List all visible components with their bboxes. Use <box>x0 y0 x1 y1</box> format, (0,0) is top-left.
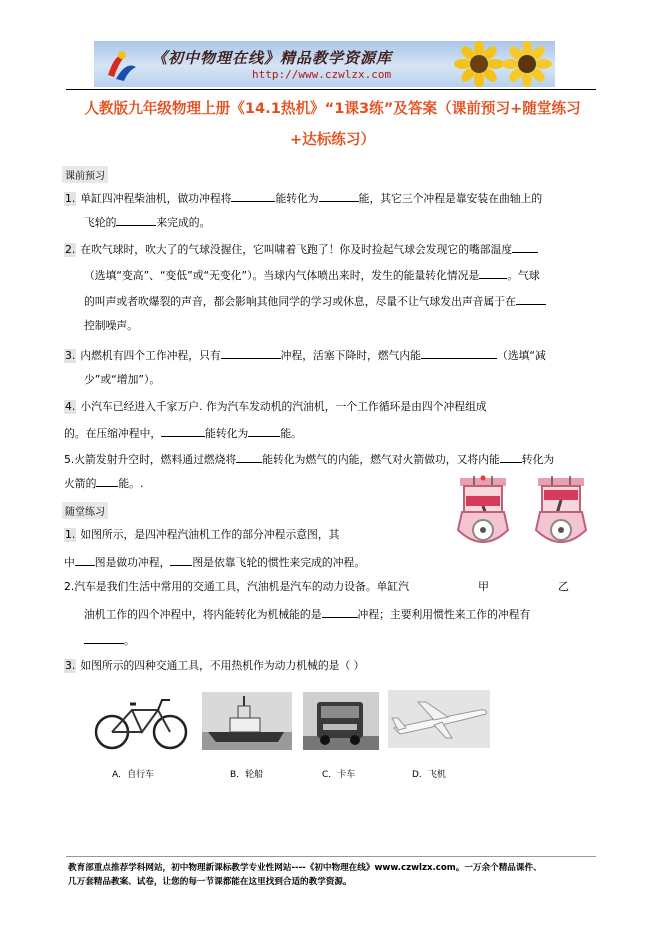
question-number: 3. <box>65 349 76 362</box>
question-number: 4. <box>65 400 76 413</box>
practice-question-2: 2.汽车是我们生活中常用的交通工具，汽油机是汽车的动力设备。单缸汽 <box>64 580 410 593</box>
engine-label-jia: 甲 <box>478 580 489 593</box>
footer-line1: 教育部重点推荐学科网站，初中物理新课标教学专业性网站----《初中物理在线》www.czwlzx.com。一万余个精品课件、 <box>68 863 542 873</box>
document-title-line2: +达标练习） <box>289 131 376 148</box>
sunflower-icon <box>502 41 552 87</box>
engine-diagram-jia <box>452 474 514 552</box>
section-label-practice: 随堂练习 <box>62 502 108 519</box>
question-3-cont: 少”或“增加”）。 <box>84 373 161 386</box>
sunflower-icon <box>454 41 504 87</box>
question-1: 1. 单缸四冲程柴油机，做功冲程将 能转化为 能，其它三个冲程是靠安装在曲轴上的 <box>65 192 543 205</box>
ship-image <box>202 692 292 750</box>
section-label-preview: 课前预习 <box>62 166 108 183</box>
vehicle-label-d: D．飞机 <box>412 770 446 780</box>
footer-line2: 几万套精品教案、试卷，让您的每一节课都能在这里找到合适的教学资源。 <box>68 877 352 887</box>
engine-diagram-yi <box>530 474 592 552</box>
question-number: 1. <box>65 528 76 541</box>
bicycle-image <box>92 694 190 752</box>
vehicle-label-a: A．自行车 <box>112 770 155 780</box>
question-4-cont: 的。在压缩冲程中， 能转化为 能。 <box>64 427 302 440</box>
question-2-cont2: 的叫声或者吹爆裂的声音，都会影响其他同学的学习或休息，尽量不让气球发出声音属于在 <box>84 293 546 309</box>
practice-question-1-cont: 中 图是做功冲程， 图是依靠飞轮的惯性来完成的冲程。 <box>64 556 366 569</box>
airplane-image <box>388 690 490 748</box>
question-number: 1. <box>65 192 76 205</box>
site-logo-icon <box>102 45 142 85</box>
practice-question-1: 1. 如图所示，是四冲程汽油机工作的部分冲程示意图，其 <box>65 528 340 541</box>
question-5: 5.火箭发射升空时，燃料通过燃烧将 能转化为燃气的内能，燃气对火箭做功，又将内能 转化为 <box>64 453 555 466</box>
question-2-cont3: 控制噪声。 <box>84 319 138 332</box>
practice-question-3: 3. 如图所示的四种交通工具，不用热机作为动力机械的是（ ） <box>65 659 365 672</box>
question-4: 4. 小汽车已经进入千家万户. 作为汽车发动机的汽油机，一个工作循环是由四个冲程组成 <box>65 400 487 413</box>
practice-question-2-cont2: 。 <box>84 632 135 648</box>
footer-rule <box>66 856 596 857</box>
vehicle-label-b: B．轮船 <box>230 770 264 780</box>
vehicle-label-c: C．卡车 <box>322 770 356 780</box>
question-3: 3. 内燃机有四个工作冲程，只有 冲程，活塞下降时，燃气内能 （选填“减 <box>65 349 546 362</box>
question-number: 2. <box>64 580 75 593</box>
document-title-line1: 人教版九年级物理上册《14.1热机》“1课3练”及答案（课前预习+随堂练习 <box>84 100 581 117</box>
engine-label-yi: 乙 <box>558 580 569 593</box>
question-number: 2. <box>65 243 76 256</box>
practice-question-2-cont: 油机工作的四个冲程中，将内能转化为机械能的是 冲程；主要利用惯性来工作的冲程有 <box>84 608 531 621</box>
header-rule <box>66 89 596 90</box>
header-banner <box>94 41 555 87</box>
question-1-cont: 飞轮的 来完成的。 <box>84 216 211 229</box>
question-number: 3. <box>65 659 76 672</box>
banner-title: 《初中物理在线》精品教学资源库 <box>152 49 393 67</box>
banner-url: http://www.czwlzx.com <box>252 68 392 81</box>
question-number: 5. <box>64 453 75 466</box>
question-2: 2. 在吹气球时，吹大了的气球没握住，它叫啸着飞跑了！你及时捡起气球会发现它的嘴部温度 <box>64 241 538 257</box>
truck-image <box>303 692 379 750</box>
question-5-cont: 火箭的 能。. <box>64 477 144 490</box>
question-2-cont1: （选填“变高”、“变低”或“无变化”）。当球内气体喷出来时，发生的能量转化情况是 。气球 <box>84 269 540 282</box>
